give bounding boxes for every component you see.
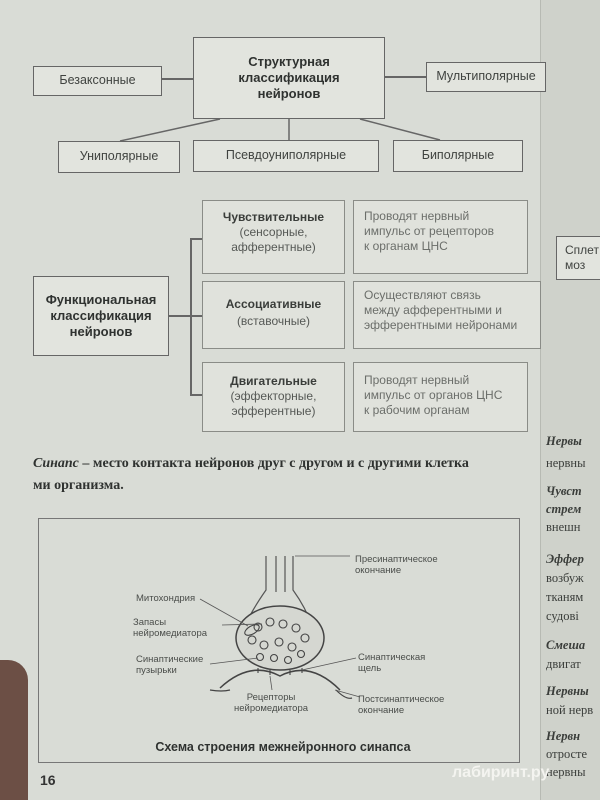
structural-title-box: Структурная классификация нейронов <box>193 37 385 119</box>
row-association-name: Ассоциативные <box>225 297 322 311</box>
right-line: Чувст <box>546 484 582 498</box>
synapse-term: Синапс <box>33 456 79 471</box>
figure-caption: Схема строения межнейронного синапса <box>155 740 411 754</box>
page-number: 16 <box>40 772 56 788</box>
row-motor-note: (эффекторные, эфферентные) <box>230 389 317 418</box>
item-unipolar: Униполярные <box>58 141 180 173</box>
right-line: нервны <box>546 456 586 470</box>
right-line: Нервны <box>546 684 589 698</box>
right-line: внешн <box>546 520 581 534</box>
row-association-note: (вставочные) <box>236 314 311 328</box>
right-line: ной нерв <box>546 703 594 717</box>
label-cleft: Синаптическая щель <box>358 652 426 674</box>
right-line: тканям <box>546 590 584 604</box>
label-vesicles: Синаптические пузырьки <box>136 654 204 676</box>
right-line: отросте <box>546 747 588 761</box>
right-line: судові <box>546 609 579 623</box>
right-line: стрем <box>546 502 582 516</box>
right-page <box>540 0 600 800</box>
right-line: Смеша <box>546 638 586 652</box>
watermark: лабиринт.ру <box>452 764 550 781</box>
right-box-fragment: Сплет моз <box>556 236 600 280</box>
right-line: Нервы <box>546 434 582 448</box>
right-line: двигат <box>546 657 581 671</box>
label-mitochondria: Митохондрия <box>136 593 196 604</box>
row-sensory-name: Чувствительные <box>222 210 325 224</box>
item-multipolar: Мультиполярные <box>426 62 546 92</box>
label-postsynaptic: Постсинаптическое окончание <box>358 694 445 716</box>
synapse-definition: Синапс – место контакта нейронов друг с другом и с другими клетка ми организма. <box>33 456 469 493</box>
item-pseudounipolar: Псевдоуниполярные <box>193 140 379 172</box>
label-presynaptic: Пресинаптическое окончание <box>355 554 438 576</box>
item-bipolar: Биполярные <box>393 140 523 172</box>
functional-title-box: Функциональная классификация нейронов <box>33 276 169 356</box>
label-reserves: Запасы нейромедиатора <box>133 617 208 639</box>
row-motor-name: Двигательные <box>230 374 317 388</box>
thumb <box>0 660 28 800</box>
row-sensory-desc: Проводят нервный импульс от рецепторов к органам ЦНС <box>364 209 495 253</box>
right-line: нервны <box>546 765 586 779</box>
right-line: Эффер <box>546 552 584 566</box>
row-association-desc: Осуществляют связь между афферентными и эфферентными нейронами <box>364 288 518 332</box>
row-sensory-note: (сенсорные, афферентные) <box>231 225 316 254</box>
item-axonless: Безаксонные <box>33 66 162 96</box>
row-motor-desc: Проводят нервный импульс от органов ЦНС к рабочим органам <box>364 373 503 417</box>
right-line: возбуж <box>546 571 584 585</box>
label-receptors: Рецепторы нейромедиатора <box>234 692 309 714</box>
right-line: Нервн <box>546 729 581 743</box>
